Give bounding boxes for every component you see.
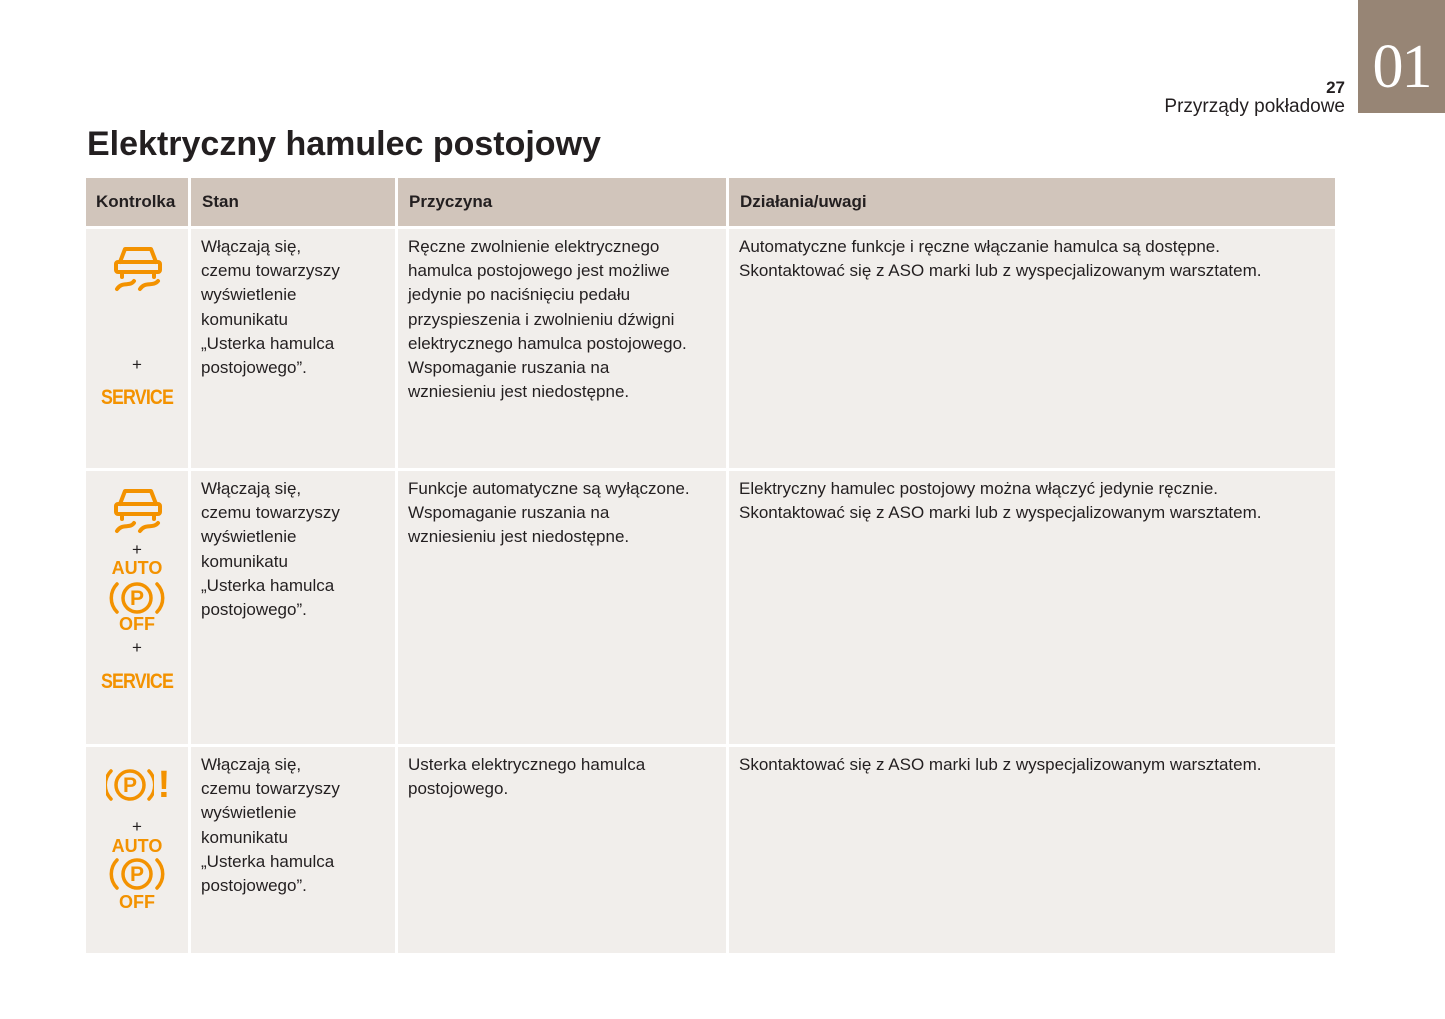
- text-line: czemu towarzyszy: [201, 261, 340, 281]
- off-label: OFF: [119, 892, 155, 912]
- dzialania-cell: [729, 229, 1335, 468]
- text-line: postojowego.: [408, 779, 509, 799]
- text-line: Wspomaganie ruszania na: [408, 503, 610, 523]
- text-line: wyświetlenie: [201, 527, 297, 547]
- header-dzialania: Działania/uwagi: [729, 178, 1335, 226]
- text-line: Elektryczny hamulec postojowy można włączyć jedynie ręcznie.: [739, 479, 1219, 498]
- p-letter: P: [129, 587, 144, 610]
- text-line: komunikatu: [201, 309, 288, 329]
- page-number: 27: [1326, 78, 1345, 97]
- indicator-cell: [86, 747, 188, 953]
- header-stan: Stan: [191, 178, 395, 226]
- text-line: Włączają się,: [201, 237, 302, 256]
- text-line: Skontaktować się z ASO marki lub z wyspecjalizowanym warsztatem.: [739, 755, 1262, 774]
- plus-sign: +: [132, 355, 142, 374]
- chapter-number: 01: [1372, 33, 1431, 101]
- skid-car-icon: [112, 483, 164, 535]
- p-letter: P: [129, 863, 144, 886]
- text-line: „Usterka hamulca: [201, 333, 335, 353]
- text-line: Automatyczne funkcje i ręczne włączanie hamulca są dostępne.: [739, 237, 1220, 256]
- plus-sign: +: [132, 638, 142, 657]
- skid-car-icon: [112, 241, 164, 293]
- text-line: czemu towarzyszy: [201, 503, 340, 523]
- przyczyna-cell: [398, 747, 726, 953]
- text-line: wzniesieniu jest niedostępne.: [408, 382, 630, 402]
- service-warning-icon: SERVICE: [100, 386, 174, 409]
- text-line: elektrycznego hamulca postojowego.: [408, 333, 687, 353]
- text-line: Wspomaganie ruszania na: [408, 358, 610, 378]
- auto-label: AUTO: [111, 558, 163, 578]
- text-line: Funkcje automatyczne są wyłączone.: [408, 479, 690, 498]
- text-line: wyświetlenie: [201, 285, 297, 305]
- exclamation-mark: !: [157, 764, 171, 806]
- indicator-cell: [86, 471, 188, 744]
- text-line: przyspieszenia i zwolnieniu dźwigni: [408, 309, 675, 329]
- text-line: postojowego”.: [201, 876, 307, 896]
- text-line: jedynie po naciśnięciu pedału: [408, 285, 631, 305]
- text-line: „Usterka hamulca: [201, 575, 335, 595]
- text-line: Włączają się,: [201, 479, 302, 498]
- stan-cell: [191, 471, 395, 744]
- text-line: komunikatu: [201, 551, 288, 571]
- text-line: Skontaktować się z ASO marki lub z wyspecjalizowanym warsztatem.: [739, 261, 1262, 281]
- dzialania-cell: [729, 747, 1335, 953]
- off-label: OFF: [119, 614, 155, 634]
- text-line: czemu towarzyszy: [201, 779, 340, 799]
- przyczyna-cell: [398, 471, 726, 744]
- page-title: Elektryczny hamulec postojowy: [87, 125, 601, 163]
- text-line: postojowego”.: [201, 600, 307, 620]
- chapter-tab: [1358, 0, 1445, 113]
- przyczyna-cell: [398, 229, 726, 468]
- stan-cell: [191, 747, 395, 953]
- plus-sign: +: [132, 817, 142, 836]
- p-letter: P: [122, 774, 137, 797]
- text-line: postojowego”.: [201, 358, 307, 378]
- text-line: Usterka elektrycznego hamulca: [408, 755, 646, 774]
- text-line: Skontaktować się z ASO marki lub z wyspecjalizowanym warsztatem.: [739, 503, 1262, 523]
- section-name: Przyrządy pokładowe: [1164, 96, 1345, 117]
- auto-label: AUTO: [111, 836, 163, 856]
- plus-sign: +: [132, 540, 142, 559]
- dzialania-cell: [729, 471, 1335, 744]
- text-line: wzniesieniu jest niedostępne.: [408, 527, 630, 547]
- text-line: wyświetlenie: [201, 803, 297, 823]
- header-kontrolka: Kontrolka: [86, 178, 188, 226]
- service-warning-icon: SERVICE: [100, 670, 174, 693]
- text-line: hamulca postojowego jest możliwe: [408, 261, 670, 281]
- text-line: „Usterka hamulca: [201, 851, 335, 871]
- header-przyczyna: Przyczyna: [398, 178, 726, 226]
- stan-cell: [191, 229, 395, 468]
- text-line: komunikatu: [201, 827, 288, 847]
- warning-lights-table: [86, 178, 1332, 953]
- text-line: Włączają się,: [201, 755, 302, 774]
- indicator-cell: [86, 229, 188, 468]
- text-line: Ręczne zwolnienie elektrycznego: [408, 237, 660, 256]
